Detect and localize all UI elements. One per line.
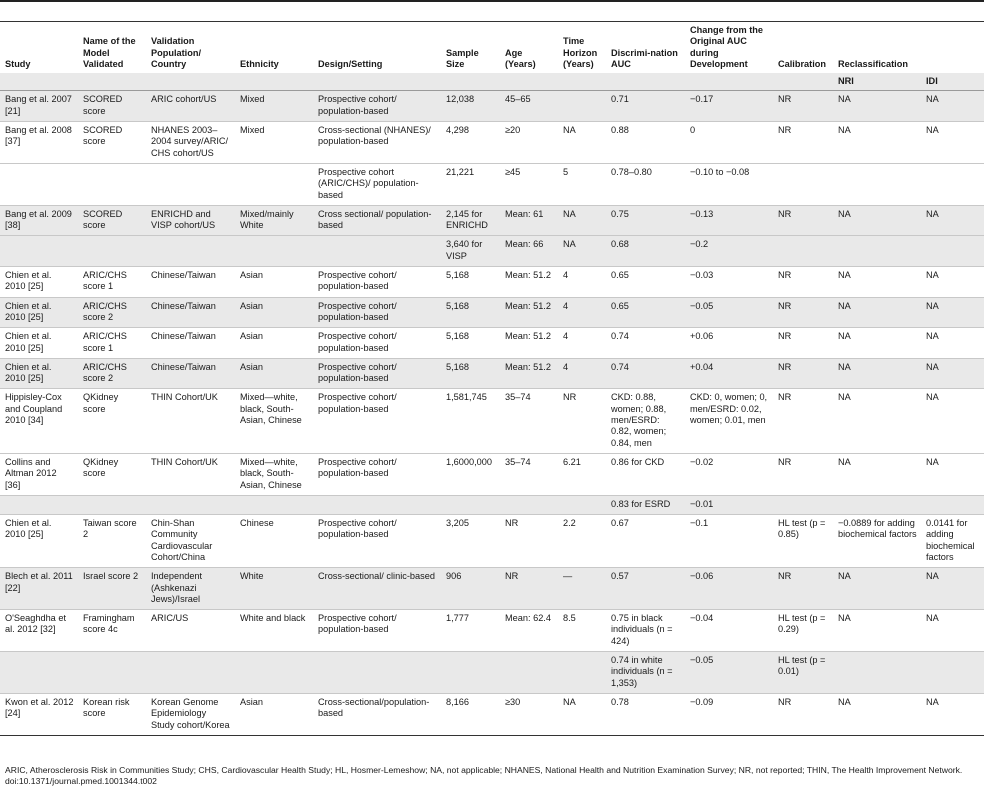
cell-auc: 0.88 [606, 122, 685, 164]
cell-population: Independent (Ashkenazi Jews)/Israel [146, 568, 235, 610]
cell-nri: NA [833, 267, 921, 298]
cell-design: Prospective cohort/ population-based [313, 267, 441, 298]
cell-model: SCORED score [78, 91, 146, 122]
cell-model: ARIC/CHS score 1 [78, 328, 146, 359]
cell-study: Hippisley-Cox and Coupland 2010 [34] [0, 389, 78, 453]
cell-idi: NA [921, 91, 984, 122]
cell-design [313, 236, 441, 267]
cell-design: Prospective cohort/ population-based [313, 610, 441, 652]
table-row [0, 91, 984, 122]
cell-age [500, 495, 558, 514]
cell-study [0, 652, 78, 694]
header-change: Change from the Original AUC during Development [685, 22, 773, 74]
table-row [0, 328, 984, 359]
cell-age: ≥30 [500, 693, 558, 735]
cell-study [0, 163, 78, 205]
cell-idi: NA [921, 122, 984, 164]
cell-study: Blech et al. 2011 [22] [0, 568, 78, 610]
cell-idi: NA [921, 610, 984, 652]
cell-calibration [773, 495, 833, 514]
cell-sample: 21,221 [441, 163, 500, 205]
subheader-row [0, 73, 984, 91]
table-row [0, 693, 984, 735]
cell-sample: 5,168 [441, 267, 500, 298]
cell-idi [921, 495, 984, 514]
cell-sample: 1,777 [441, 610, 500, 652]
table-row [0, 297, 984, 328]
cell-calibration: NR [773, 358, 833, 389]
cell-idi [921, 652, 984, 694]
cell-idi: NA [921, 205, 984, 236]
header-reclassification: Reclassification [833, 22, 984, 74]
cell-population: Korean Genome Epidemiology Study cohort/Korea [146, 693, 235, 735]
cell-horizon: NA [558, 205, 606, 236]
table-row [0, 515, 984, 568]
cell-horizon: — [558, 568, 606, 610]
cell-study: Bang et al. 2008 [37] [0, 122, 78, 164]
cell-idi: NA [921, 358, 984, 389]
cell-calibration: NR [773, 267, 833, 298]
cell-nri: NA [833, 568, 921, 610]
cell-idi: 0.0141 for adding biochemical factors [921, 515, 984, 568]
cell-population: Chinese/Taiwan [146, 358, 235, 389]
cell-calibration: HL test (p = 0.01) [773, 652, 833, 694]
cell-change: −0.2 [685, 236, 773, 267]
cell-age: ≥45 [500, 163, 558, 205]
cell-age: 45–65 [500, 91, 558, 122]
cell-idi [921, 236, 984, 267]
cell-auc: 0.65 [606, 297, 685, 328]
header-model: Name of the Model Validated [78, 22, 146, 74]
cell-nri: NA [833, 610, 921, 652]
cell-auc: 0.65 [606, 267, 685, 298]
cell-model [78, 495, 146, 514]
cell-model: Israel score 2 [78, 568, 146, 610]
cell-ethnicity: Mixed—white, black, South-Asian, Chinese [235, 389, 313, 453]
cell-model [78, 652, 146, 694]
header-population: Validation Population/ Country [146, 22, 235, 74]
cell-sample: 3,205 [441, 515, 500, 568]
cell-horizon [558, 91, 606, 122]
cell-nri: NA [833, 693, 921, 735]
cell-auc: 0.68 [606, 236, 685, 267]
cell-horizon: 4 [558, 267, 606, 298]
table-row [0, 453, 984, 495]
cell-design: Prospective cohort (ARIC/CHS)/ population-based [313, 163, 441, 205]
header-horizon: Time Horizon (Years) [558, 22, 606, 74]
cell-calibration: NR [773, 568, 833, 610]
header-idi: IDI [921, 73, 984, 91]
table-row [0, 652, 984, 694]
cell-population: NHANES 2003–2004 survey/ARIC/ CHS cohort/US [146, 122, 235, 164]
cell-change: −0.06 [685, 568, 773, 610]
cell-idi: NA [921, 328, 984, 359]
cell-sample: 5,168 [441, 358, 500, 389]
cell-population: ARIC cohort/US [146, 91, 235, 122]
cell-sample: 4,298 [441, 122, 500, 164]
cell-horizon: NA [558, 122, 606, 164]
cell-calibration: NR [773, 205, 833, 236]
table-row [0, 495, 984, 514]
cell-idi [921, 163, 984, 205]
cell-calibration: NR [773, 693, 833, 735]
cell-sample: 5,168 [441, 297, 500, 328]
cell-calibration: NR [773, 328, 833, 359]
cell-auc: 0.74 in white individuals (n = 1,353) [606, 652, 685, 694]
cell-model [78, 163, 146, 205]
cell-horizon: 6.21 [558, 453, 606, 495]
cell-study: Chien et al. 2010 [25] [0, 297, 78, 328]
cell-calibration: NR [773, 389, 833, 453]
cell-design [313, 495, 441, 514]
cell-population: THIN Cohort/UK [146, 389, 235, 453]
cell-calibration: NR [773, 297, 833, 328]
table-row [0, 267, 984, 298]
cell-horizon: 4 [558, 297, 606, 328]
cell-population: Chinese/Taiwan [146, 328, 235, 359]
cell-age: ≥20 [500, 122, 558, 164]
cell-nri: NA [833, 453, 921, 495]
cell-study: O'Seaghdha et al. 2012 [32] [0, 610, 78, 652]
cell-population [146, 495, 235, 514]
cell-population: ENRICHD and VISP cohort/US [146, 205, 235, 236]
cell-ethnicity: Chinese [235, 515, 313, 568]
cell-calibration: HL test (p = 0.85) [773, 515, 833, 568]
cell-nri: NA [833, 389, 921, 453]
cell-horizon: 8.5 [558, 610, 606, 652]
cell-age: Mean: 51.2 [500, 328, 558, 359]
cell-idi: NA [921, 453, 984, 495]
cell-age: 35–74 [500, 389, 558, 453]
table-row [0, 163, 984, 205]
cell-age: Mean: 61 [500, 205, 558, 236]
cell-ethnicity: Mixed/mainly White [235, 205, 313, 236]
cell-design: Cross-sectional (NHANES)/ population-based [313, 122, 441, 164]
cell-model: ARIC/CHS score 2 [78, 297, 146, 328]
cell-idi: NA [921, 297, 984, 328]
cell-age: Mean: 62.4 [500, 610, 558, 652]
cell-population: THIN Cohort/UK [146, 453, 235, 495]
cell-ethnicity: Mixed [235, 91, 313, 122]
header-age: Age (Years) [500, 22, 558, 74]
cell-age: Mean: 51.2 [500, 358, 558, 389]
cell-auc: 0.78–0.80 [606, 163, 685, 205]
cell-auc: 0.75 [606, 205, 685, 236]
cell-horizon: NR [558, 389, 606, 453]
cell-change: CKD: 0, women; 0, men/ESRD: 0.02, women; 0.01, men [685, 389, 773, 453]
cell-model: SCORED score [78, 122, 146, 164]
cell-calibration: NR [773, 91, 833, 122]
cell-population [146, 163, 235, 205]
cell-design: Prospective cohort/ population-based [313, 358, 441, 389]
cell-model: Framingham score 4c [78, 610, 146, 652]
cell-design [313, 652, 441, 694]
cell-ethnicity: White [235, 568, 313, 610]
cell-auc: 0.71 [606, 91, 685, 122]
table-row [0, 122, 984, 164]
cell-change: +0.04 [685, 358, 773, 389]
header-calibration: Calibration [773, 22, 833, 74]
cell-change: −0.17 [685, 91, 773, 122]
cell-auc: CKD: 0.88, women; 0.88, men/ESRD: 0.82, women; 0.84, men [606, 389, 685, 453]
cell-ethnicity: White and black [235, 610, 313, 652]
cell-horizon: 5 [558, 163, 606, 205]
cell-age: NR [500, 515, 558, 568]
cell-nri: NA [833, 91, 921, 122]
cell-population: Chinese/Taiwan [146, 297, 235, 328]
cell-horizon: NA [558, 693, 606, 735]
cell-sample: 1,6000,000 [441, 453, 500, 495]
cell-horizon: 2.2 [558, 515, 606, 568]
table-row [0, 236, 984, 267]
cell-model [78, 236, 146, 267]
cell-ethnicity [235, 652, 313, 694]
cell-study: Bang et al. 2007 [21] [0, 91, 78, 122]
header-nri: NRI [833, 73, 921, 91]
cell-ethnicity: Asian [235, 693, 313, 735]
cell-ethnicity: Mixed—white, black, South-Asian, Chinese [235, 453, 313, 495]
cell-change: −0.03 [685, 267, 773, 298]
cell-auc: 0.86 for CKD [606, 453, 685, 495]
cell-auc: 0.75 in black individuals (n = 424) [606, 610, 685, 652]
cell-model: QKidney score [78, 389, 146, 453]
cell-ethnicity [235, 495, 313, 514]
cell-ethnicity: Asian [235, 328, 313, 359]
cell-sample: 3,640 for VISP [441, 236, 500, 267]
cell-study: Chien et al. 2010 [25] [0, 515, 78, 568]
cell-study: Chien et al. 2010 [25] [0, 328, 78, 359]
cell-calibration [773, 163, 833, 205]
cell-population: Chinese/Taiwan [146, 267, 235, 298]
cell-design: Cross sectional/ population-based [313, 205, 441, 236]
cell-population: ARIC/US [146, 610, 235, 652]
cell-calibration: NR [773, 453, 833, 495]
cell-ethnicity: Asian [235, 358, 313, 389]
cell-design: Prospective cohort/ population-based [313, 515, 441, 568]
cell-age: NR [500, 568, 558, 610]
cell-age: 35–74 [500, 453, 558, 495]
cell-age: Mean: 66 [500, 236, 558, 267]
cell-study: Collins and Altman 2012 [36] [0, 453, 78, 495]
cell-study: Kwon et al. 2012 [24] [0, 693, 78, 735]
cell-calibration: NR [773, 122, 833, 164]
cell-auc: 0.74 [606, 358, 685, 389]
cell-calibration: HL test (p = 0.29) [773, 610, 833, 652]
table-body [0, 91, 984, 735]
cell-sample: 12,038 [441, 91, 500, 122]
cell-design: Prospective cohort/ population-based [313, 91, 441, 122]
cell-study: Chien et al. 2010 [25] [0, 267, 78, 298]
header-row [0, 22, 984, 74]
cell-idi: NA [921, 389, 984, 453]
cell-ethnicity: Asian [235, 267, 313, 298]
table-footnote [5, 765, 975, 787]
cell-population: Chin-Shan Community Cardiovascular Cohort/China [146, 515, 235, 568]
cell-change: −0.02 [685, 453, 773, 495]
cell-sample: 1,581,745 [441, 389, 500, 453]
cell-change: −0.1 [685, 515, 773, 568]
cell-population [146, 652, 235, 694]
table-row [0, 568, 984, 610]
cell-change: −0.04 [685, 610, 773, 652]
table-row [0, 610, 984, 652]
cell-age [500, 652, 558, 694]
cell-sample: 8,166 [441, 693, 500, 735]
cell-design: Prospective cohort/ population-based [313, 297, 441, 328]
cell-age: Mean: 51.2 [500, 267, 558, 298]
header-ethnicity: Ethnicity [235, 22, 313, 74]
cell-change: −0.10 to −0.08 [685, 163, 773, 205]
cell-population [146, 236, 235, 267]
cell-change: −0.01 [685, 495, 773, 514]
cell-model: QKidney score [78, 453, 146, 495]
cell-nri: NA [833, 328, 921, 359]
cell-nri [833, 163, 921, 205]
cell-nri: NA [833, 205, 921, 236]
cell-design: Cross-sectional/population-based [313, 693, 441, 735]
cell-study: Bang et al. 2009 [38] [0, 205, 78, 236]
cell-change: −0.13 [685, 205, 773, 236]
cell-ethnicity [235, 163, 313, 205]
cell-change: −0.05 [685, 652, 773, 694]
cell-calibration [773, 236, 833, 267]
cell-idi: NA [921, 267, 984, 298]
validation-table [0, 21, 984, 736]
cell-change: −0.09 [685, 693, 773, 735]
header-auc: Discrimi-nation AUC [606, 22, 685, 74]
cell-model: ARIC/CHS score 2 [78, 358, 146, 389]
cell-study: Chien et al. 2010 [25] [0, 358, 78, 389]
cell-model: ARIC/CHS score 1 [78, 267, 146, 298]
cell-change: +0.06 [685, 328, 773, 359]
cell-change: 0 [685, 122, 773, 164]
cell-nri: −0.0889 for adding biochemical factors [833, 515, 921, 568]
cell-model: SCORED score [78, 205, 146, 236]
cell-auc: 0.74 [606, 328, 685, 359]
header-design: Design/Setting [313, 22, 441, 74]
table-row [0, 205, 984, 236]
cell-design: Cross-sectional/ clinic-based [313, 568, 441, 610]
cell-model: Korean risk score [78, 693, 146, 735]
cell-design: Prospective cohort/ population-based [313, 389, 441, 453]
cell-auc: 0.57 [606, 568, 685, 610]
cell-auc: 0.78 [606, 693, 685, 735]
cell-design: Prospective cohort/ population-based [313, 453, 441, 495]
cell-nri: NA [833, 122, 921, 164]
cell-sample: 5,168 [441, 328, 500, 359]
cell-auc: 0.83 for ESRD [606, 495, 685, 514]
cell-ethnicity: Asian [235, 297, 313, 328]
table-row [0, 358, 984, 389]
cell-nri: NA [833, 297, 921, 328]
header-study: Study [0, 22, 78, 74]
header-sample: Sample Size [441, 22, 500, 74]
cell-horizon [558, 495, 606, 514]
cell-horizon: 4 [558, 328, 606, 359]
cell-nri: NA [833, 358, 921, 389]
cell-idi: NA [921, 693, 984, 735]
cell-idi: NA [921, 568, 984, 610]
cell-study [0, 236, 78, 267]
cell-horizon [558, 652, 606, 694]
footnote-doi: doi:10.1371/journal.pmed.1001344.t002 [5, 776, 157, 786]
cell-study [0, 495, 78, 514]
cell-sample [441, 652, 500, 694]
cell-nri [833, 495, 921, 514]
cell-auc: 0.67 [606, 515, 685, 568]
cell-design: Prospective cohort/ population-based [313, 328, 441, 359]
top-rule [0, 0, 984, 2]
cell-age: Mean: 51.2 [500, 297, 558, 328]
cell-model: Taiwan score 2 [78, 515, 146, 568]
cell-horizon: NA [558, 236, 606, 267]
cell-sample: 906 [441, 568, 500, 610]
table-row [0, 389, 984, 453]
cell-sample [441, 495, 500, 514]
cell-sample: 2,145 for ENRICHD [441, 205, 500, 236]
cell-change: −0.05 [685, 297, 773, 328]
cell-ethnicity [235, 236, 313, 267]
cell-nri [833, 236, 921, 267]
cell-ethnicity: Mixed [235, 122, 313, 164]
cell-nri [833, 652, 921, 694]
cell-horizon: 4 [558, 358, 606, 389]
footnote-abbreviations: ARIC, Atherosclerosis Risk in Communities Study; CHS, Cardiovascular Health Study; HL, Hosmer-Lemeshow; NA, not applicable; NHANES, National Health and Nutrition Examination Survey; NR, not reported; THIN, The Health Improvement Network. [5, 765, 963, 775]
